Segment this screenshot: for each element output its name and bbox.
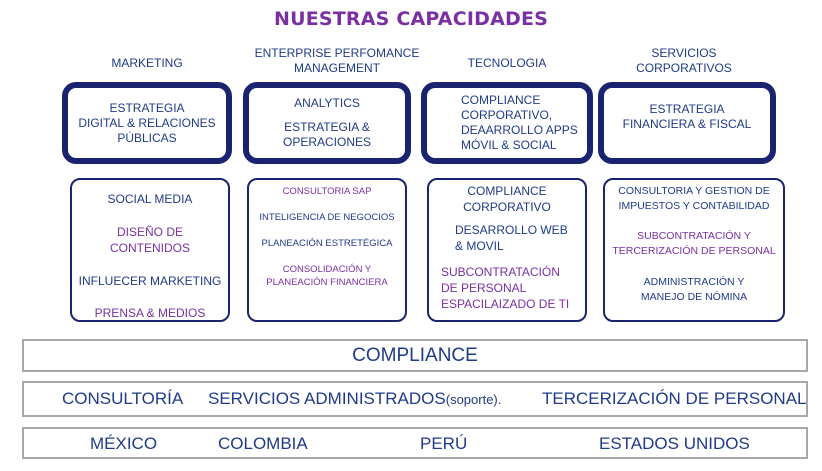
service-consultoria: CONSULTORÍA	[62, 389, 184, 408]
detail-item: INFLUECER MARKETING	[78, 274, 222, 288]
capability-line: ANALYTICS	[294, 96, 360, 110]
country-colombia: COLOMBIA	[218, 434, 308, 453]
country-estados-unidos: ESTADOS UNIDOS	[599, 434, 750, 453]
capability-line: ESTRATEGIA	[109, 100, 185, 115]
capability-line: ESTRATEGIA	[649, 102, 725, 116]
column-header-line: MANAGEMENT	[293, 61, 380, 75]
detail-item: & MOVIL	[455, 239, 504, 253]
detail-item: COMPLIANCE	[467, 184, 547, 198]
detail-item: PLANEACIÓN FINANCIERA	[266, 277, 388, 288]
detail-item: IMPUESTOS Y CONTABILIDAD	[618, 200, 770, 212]
detail-item: SUBCONTRATACIÓN	[441, 265, 560, 279]
detail-item: CONSULTORIA Y GESTION DE	[618, 185, 770, 197]
detail-box-marketing	[70, 178, 230, 322]
detail-item: DE PERSONAL	[441, 281, 527, 295]
detail-item: CONSOLIDACIÓN Y	[282, 264, 372, 275]
capability-box-servicios	[598, 82, 776, 164]
column-header-line: SERVICIOS	[651, 46, 717, 60]
column-header-line: ENTERPRISE PERFOMANCE	[254, 46, 420, 60]
detail-item: CORPORATIVO	[463, 200, 551, 214]
capability-line: CORPORATIVO,	[461, 108, 553, 122]
detail-item: ESPACILAIZADO DE TI	[441, 297, 570, 311]
page-title: NUESTRAS CAPACIDADES	[273, 8, 549, 30]
capability-line: DIGITAL & RELACIONES	[78, 115, 216, 130]
country-peru: PERÚ	[420, 434, 468, 453]
capability-box-epm	[243, 82, 411, 164]
service-administrados	[208, 389, 501, 409]
capability-line: PÚBLICAS	[117, 130, 177, 145]
detail-item: DISEÑO DE	[116, 225, 183, 239]
countries-band	[22, 427, 808, 459]
detail-item: PRENSA & MEDIOS	[94, 306, 206, 320]
detail-box-servicios	[603, 178, 785, 322]
column-header-line: TECNOLOGIA	[467, 56, 547, 70]
service-tercerizacion: TERCERIZACIÓN DE PERSONAL	[542, 389, 807, 408]
service-administrados-label: SERVICIOS ADMINISTRADOS	[208, 389, 446, 408]
column-header-tecnologia	[422, 56, 592, 71]
capability-line: ESTRATEGIA &	[284, 120, 370, 134]
column-header-line: CORPORATIVOS	[636, 61, 732, 75]
capability-line: OPERACIONES	[282, 135, 372, 149]
detail-item: PLANEACIÓN ESTRETÉGICA	[261, 238, 393, 249]
detail-item: CONSULTORIA SAP	[282, 186, 372, 197]
detail-item: INTELIGENCIA DE NEGOCIOS	[259, 212, 395, 223]
capability-box-tecnologia	[421, 82, 593, 164]
services-band	[22, 381, 808, 417]
capability-line: FINANCIERA & FISCAL	[622, 117, 752, 131]
detail-box-epm	[247, 178, 407, 322]
detail-item: CONTENIDOS	[109, 241, 190, 255]
country-mexico: MÉXICO	[90, 434, 158, 453]
capability-line: COMPLIANCE	[461, 93, 541, 107]
column-header-marketing	[62, 56, 232, 71]
detail-item: MANEJO DE NÓMINA	[640, 291, 748, 303]
compliance-band	[22, 339, 808, 372]
capability-box-marketing	[62, 82, 232, 164]
column-header-servicios	[598, 46, 770, 76]
detail-item: TERCERIZACIÓN DE PERSONAL	[612, 245, 776, 257]
service-administrados-note: (soporte).	[445, 392, 502, 407]
capability-line: DEAARROLLO APPS	[461, 123, 578, 137]
capability-line: MÓVIL & SOCIAL	[461, 138, 557, 152]
detail-item: SUBCONTRATACIÓN Y	[637, 230, 751, 242]
detail-item: SOCIAL MEDIA	[107, 192, 193, 206]
column-header-epm	[242, 46, 432, 76]
detail-item: DESARROLLO WEB	[455, 223, 568, 237]
column-header-line: MARKETING	[111, 56, 183, 70]
detail-item: ADMINISTRACIÓN Y	[643, 276, 745, 288]
detail-box-tecnologia	[427, 178, 587, 322]
compliance-label: COMPLIANCE	[352, 345, 478, 366]
